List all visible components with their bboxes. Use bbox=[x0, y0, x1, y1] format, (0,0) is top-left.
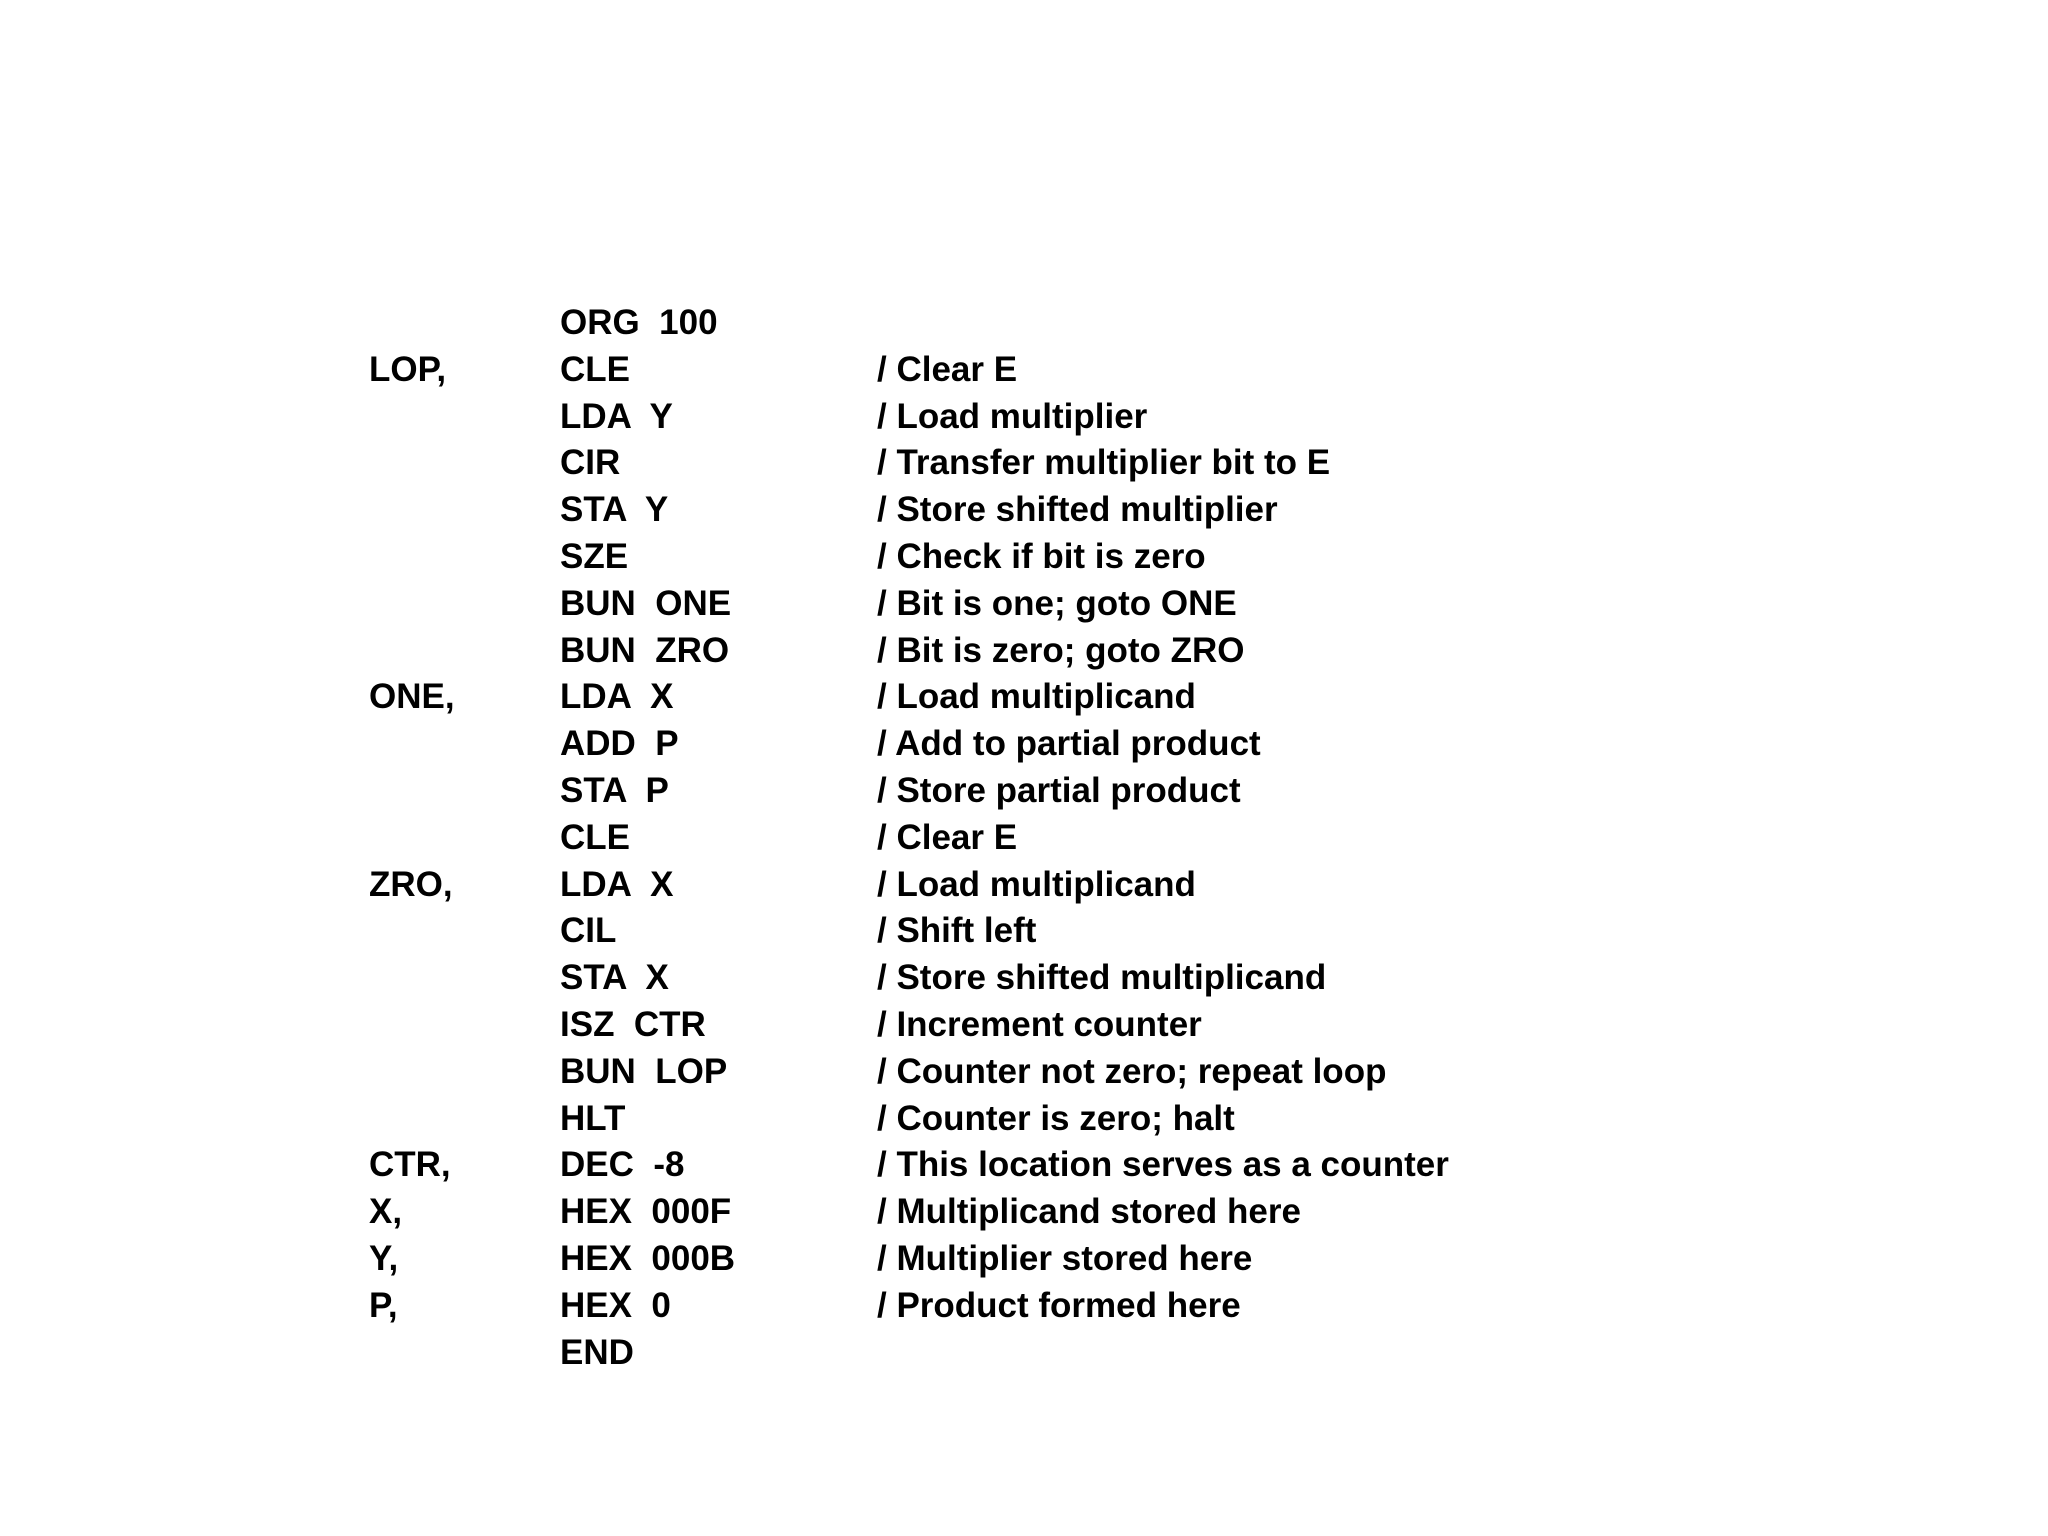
line-instruction: HLT bbox=[560, 1098, 626, 1138]
line-instruction: ISZ CTR bbox=[560, 1004, 706, 1044]
code-line bbox=[369, 1236, 1769, 1283]
code-line bbox=[369, 674, 1769, 721]
line-comment: / Clear E bbox=[877, 817, 1018, 857]
code-line bbox=[369, 347, 1769, 394]
line-label: P, bbox=[369, 1285, 398, 1325]
code-line bbox=[369, 394, 1769, 441]
line-instruction: HEX 0 bbox=[560, 1285, 671, 1325]
line-instruction: BUN ZRO bbox=[560, 630, 730, 670]
line-instruction: HEX 000F bbox=[560, 1192, 732, 1232]
code-line bbox=[369, 628, 1769, 675]
line-label: CTR, bbox=[369, 1145, 451, 1185]
line-comment: / Counter is zero; halt bbox=[877, 1098, 1235, 1138]
line-instruction: LDA Y bbox=[560, 396, 673, 436]
line-label: Y, bbox=[369, 1238, 399, 1278]
code-line bbox=[369, 487, 1769, 534]
line-comment: / Multiplicand stored here bbox=[877, 1192, 1301, 1232]
line-comment: / This location serves as a counter bbox=[877, 1145, 1449, 1185]
line-instruction: CLE bbox=[560, 817, 630, 857]
code-line bbox=[369, 1049, 1769, 1096]
line-instruction: ADD P bbox=[560, 724, 679, 764]
line-instruction: LDA X bbox=[560, 677, 674, 717]
code-line bbox=[369, 581, 1769, 628]
line-instruction: ORG 100 bbox=[560, 303, 718, 342]
line-comment: / Clear E bbox=[877, 349, 1018, 389]
line-instruction: BUN ONE bbox=[560, 583, 732, 623]
line-label: X, bbox=[369, 1192, 403, 1232]
code-line bbox=[369, 534, 1769, 581]
code-line bbox=[369, 440, 1769, 487]
line-comment: / Shift left bbox=[877, 911, 1037, 951]
line-comment: / Store shifted multiplicand bbox=[877, 958, 1327, 998]
code-line bbox=[369, 1189, 1769, 1236]
line-instruction: STA P bbox=[560, 770, 669, 810]
line-comment: / Check if bit is zero bbox=[877, 536, 1206, 576]
line-instruction: CIR bbox=[560, 443, 621, 483]
line-label: ZRO, bbox=[369, 864, 453, 904]
line-instruction: END bbox=[560, 1332, 634, 1372]
line-comment: / Store shifted multiplier bbox=[877, 490, 1278, 530]
line-instruction: LDA X bbox=[560, 864, 674, 904]
line-comment: / Increment counter bbox=[877, 1004, 1202, 1044]
line-instruction: BUN LOP bbox=[560, 1051, 728, 1091]
code-line bbox=[369, 721, 1769, 768]
line-comment: / Load multiplicand bbox=[877, 677, 1196, 717]
line-instruction: STA Y bbox=[560, 490, 669, 530]
code-line bbox=[369, 908, 1769, 955]
code-line bbox=[369, 862, 1769, 909]
code-line bbox=[369, 1283, 1769, 1330]
line-label: LOP, bbox=[369, 349, 447, 389]
line-comment: / Counter not zero; repeat loop bbox=[877, 1051, 1387, 1091]
line-comment: / Multiplier stored here bbox=[877, 1238, 1253, 1278]
line-comment: / Load multiplier bbox=[877, 396, 1148, 436]
line-label: ONE, bbox=[369, 677, 455, 717]
assembly-listing bbox=[369, 300, 1769, 1376]
code-line bbox=[369, 1002, 1769, 1049]
code-line bbox=[369, 1096, 1769, 1143]
line-instruction: STA X bbox=[560, 958, 669, 998]
line-comment: / Add to partial product bbox=[877, 724, 1261, 764]
line-instruction: CLE bbox=[560, 349, 630, 389]
line-instruction: SZE bbox=[560, 536, 629, 576]
code-line bbox=[369, 1330, 1769, 1377]
line-comment: / Product formed here bbox=[877, 1285, 1241, 1325]
code-line bbox=[369, 955, 1769, 1002]
line-comment: / Bit is one; goto ONE bbox=[877, 583, 1237, 623]
code-line bbox=[369, 815, 1769, 862]
code-line bbox=[369, 1142, 1769, 1189]
code-line bbox=[369, 300, 1769, 347]
line-comment: / Transfer multiplier bit to E bbox=[877, 443, 1331, 483]
line-comment: / Load multiplicand bbox=[877, 864, 1196, 904]
line-instruction: CIL bbox=[560, 911, 617, 951]
line-instruction: HEX 000B bbox=[560, 1238, 736, 1278]
line-comment: / Bit is zero; goto ZRO bbox=[877, 630, 1245, 670]
code-line bbox=[369, 768, 1769, 815]
line-instruction: DEC -8 bbox=[560, 1145, 685, 1185]
line-comment: / Store partial product bbox=[877, 770, 1241, 810]
